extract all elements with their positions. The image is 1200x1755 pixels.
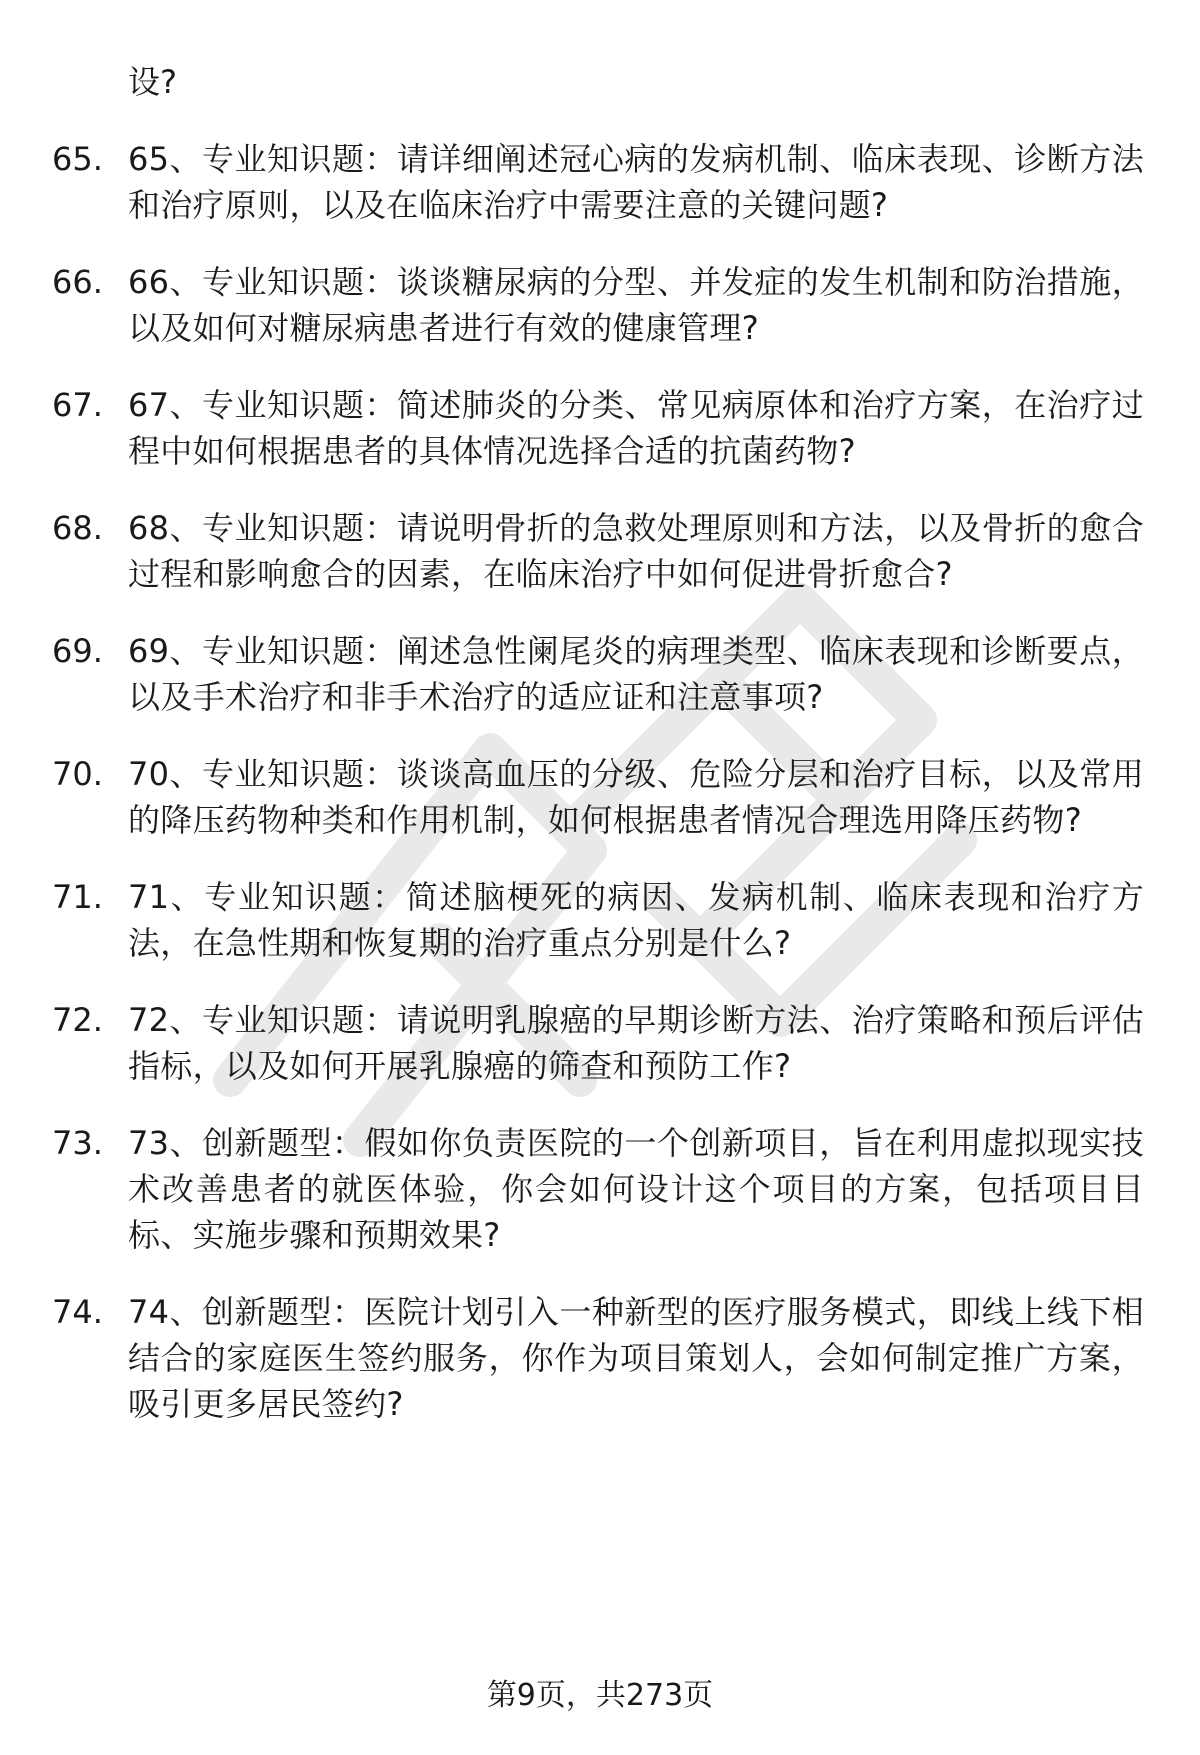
list-item	[0, 1120, 1200, 1258]
question-text: 69、专业知识题：阐述急性阑尾炎的病理类型、临床表现和诊断要点，以及手术治疗和非手术治疗的适应证和注意事项?	[128, 632, 1144, 716]
list-item	[0, 382, 1200, 474]
page-number-footer: 第9页，共273页	[486, 1678, 714, 1713]
list-item	[0, 1289, 1200, 1427]
question-number: 67.	[52, 386, 103, 424]
question-text: 71、专业知识题：简述脑梗死的病因、发病机制、临床表现和治疗方法，在急性期和恢复期的治疗重点分别是什么?	[128, 878, 1144, 962]
question-text: 74、创新题型：医院计划引入一种新型的医疗服务模式，即线上线下相结合的家庭医生签约服务，你作为项目策划人，会如何制定推广方案，吸引更多居民签约?	[128, 1293, 1144, 1423]
list-item	[0, 997, 1200, 1089]
list-item	[0, 259, 1200, 351]
question-number: 71.	[52, 878, 103, 916]
question-text: 72、专业知识题：请说明乳腺癌的早期诊断方法、治疗策略和预后评估指标，以及如何开展乳腺癌的筛查和预防工作?	[128, 1001, 1144, 1085]
question-number: 73.	[52, 1124, 103, 1162]
continuation-text: 设?	[128, 63, 177, 101]
list-item	[0, 505, 1200, 597]
question-text: 70、专业知识题：谈谈高血压的分级、危险分层和治疗目标，以及常用的降压药物种类和作用机制，如何根据患者情况合理选用降压药物?	[128, 755, 1144, 839]
question-list	[0, 136, 1200, 1458]
question-number: 69.	[52, 632, 103, 670]
list-item	[0, 628, 1200, 720]
question-number: 72.	[52, 1001, 103, 1039]
question-text: 66、专业知识题：谈谈糖尿病的分型、并发症的发生机制和防治措施，以及如何对糖尿病患者进行有效的健康管理?	[128, 263, 1144, 347]
question-number: 68.	[52, 509, 103, 547]
question-number: 65.	[52, 140, 103, 178]
list-item	[0, 751, 1200, 843]
list-item	[0, 136, 1200, 228]
question-number: 70.	[52, 755, 103, 793]
question-text: 68、专业知识题：请说明骨折的急救处理原则和方法，以及骨折的愈合过程和影响愈合的因素，在临床治疗中如何促进骨折愈合?	[128, 509, 1144, 593]
question-number: 74.	[52, 1293, 103, 1331]
question-text: 67、专业知识题：简述肺炎的分类、常见病原体和治疗方案，在治疗过程中如何根据患者的具体情况选择合适的抗菌药物?	[128, 386, 1144, 470]
question-number: 66.	[52, 263, 103, 301]
list-item	[0, 874, 1200, 966]
question-text: 73、创新题型：假如你负责医院的一个创新项目，旨在利用虚拟现实技术改善患者的就医体验，你会如何设计这个项目的方案，包括项目目标、实施步骤和预期效果?	[128, 1124, 1144, 1254]
question-text: 65、专业知识题：请详细阐述冠心病的发病机制、临床表现、诊断方法和治疗原则，以及在临床治疗中需要注意的关键问题?	[128, 140, 1144, 224]
